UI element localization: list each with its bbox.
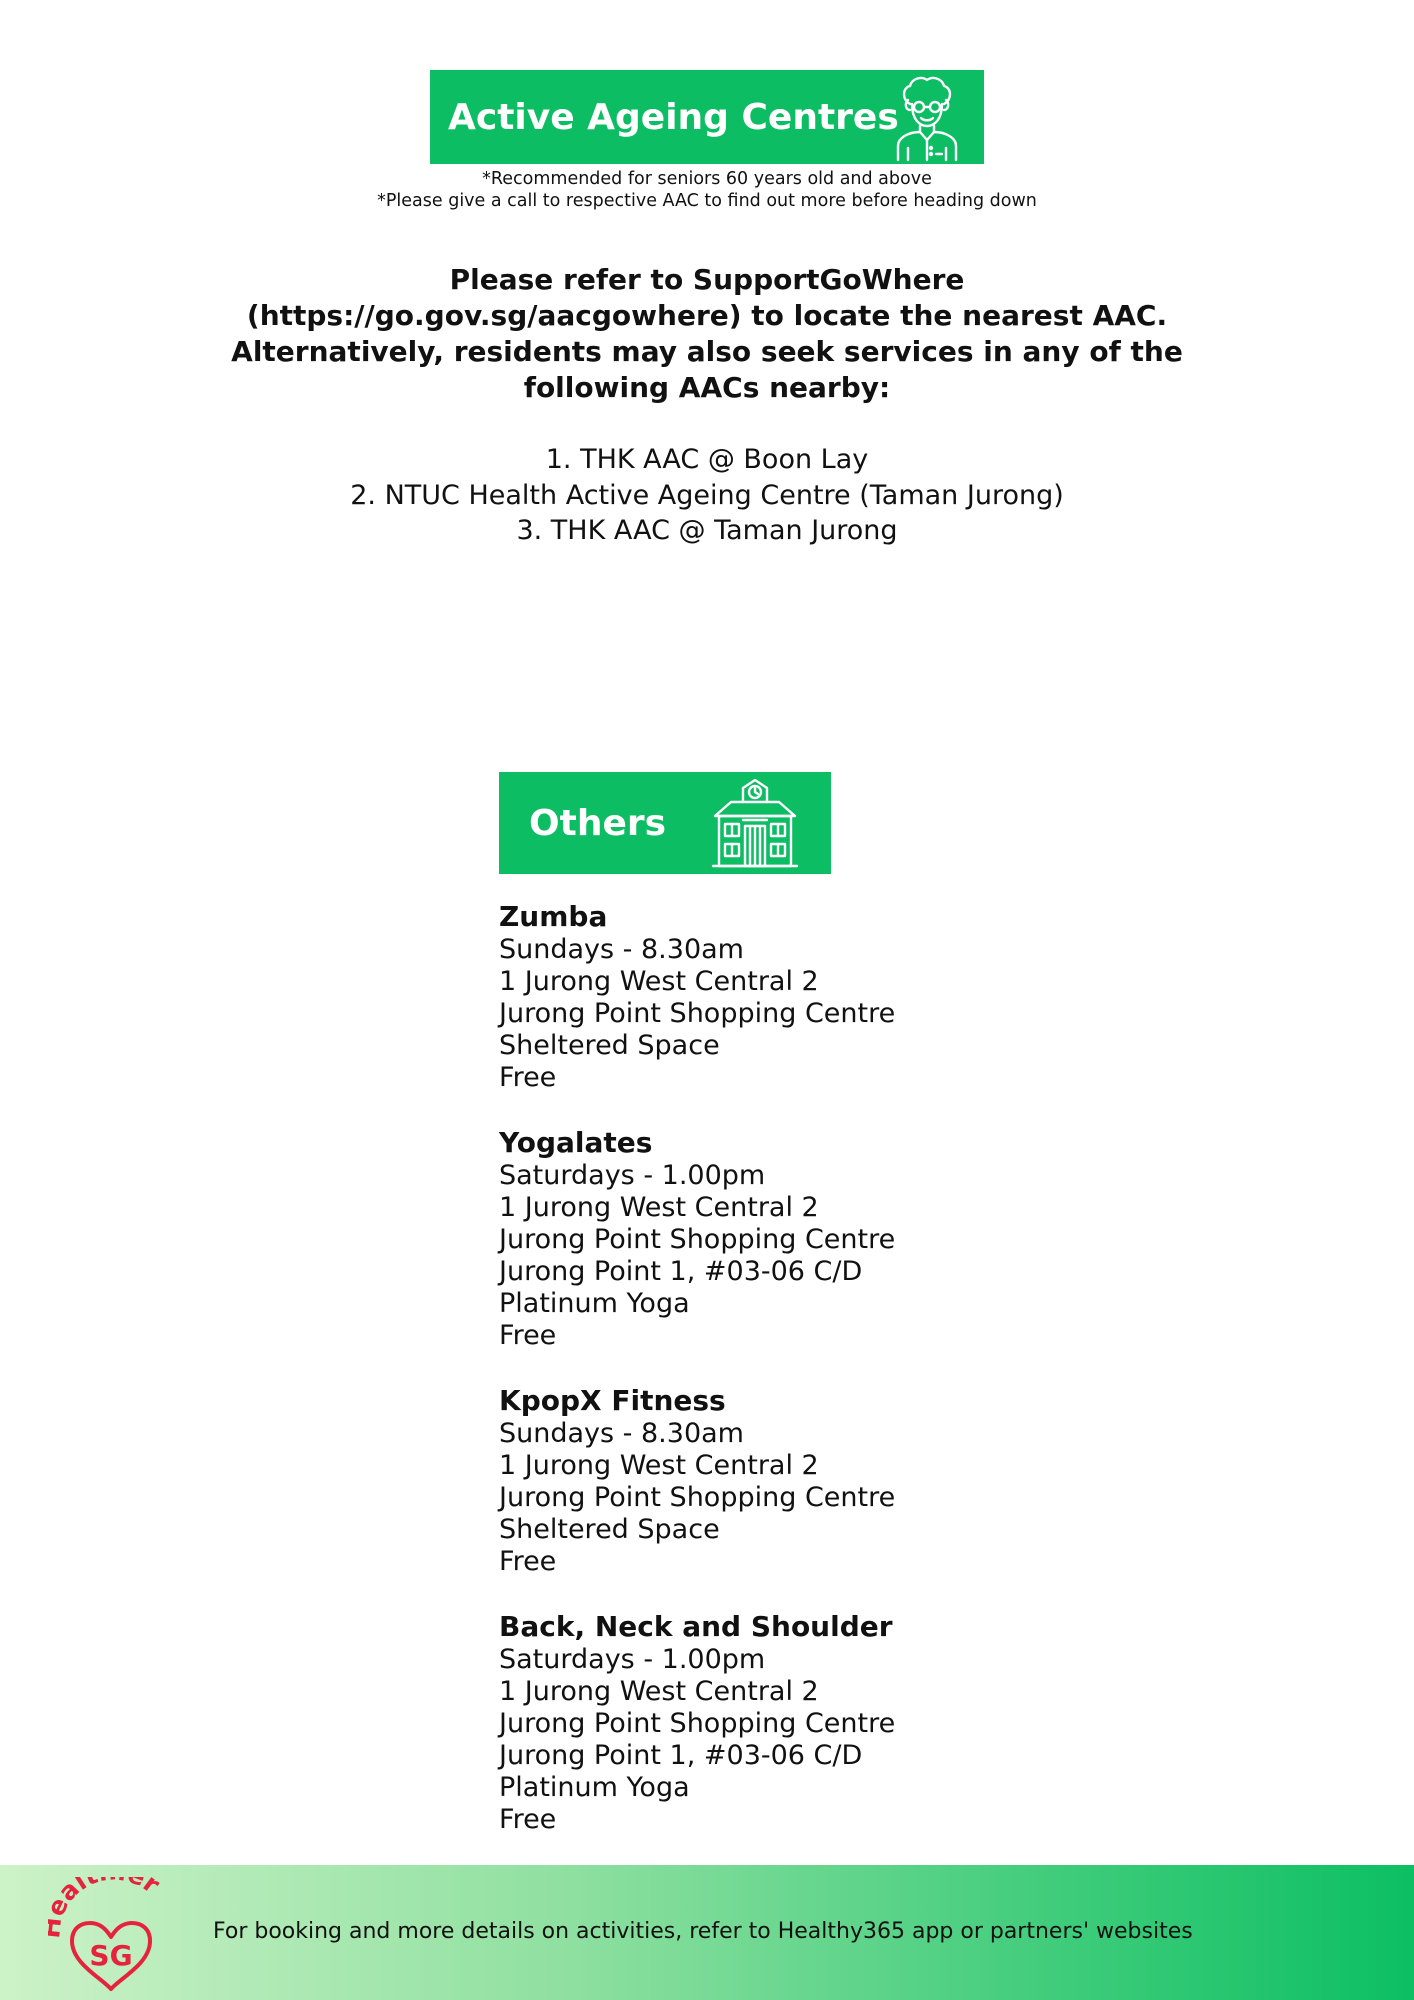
building-clock-icon [709, 776, 801, 874]
activity-schedule: Saturdays - 1.00pm [499, 1644, 766, 1675]
logo-text-top: al r [52, 1877, 166, 1907]
aac-intro [200, 262, 1214, 406]
activity-price: Free [499, 1062, 557, 1093]
activity-location: Sheltered Space [499, 1030, 720, 1061]
aac-centre-item: 1. THK AAC @ Boon Lay [545, 444, 869, 475]
activity-name: Back, Neck and Shoulder [499, 1610, 893, 1643]
activity-unit: Jurong Point 1, #03-06 C/D [499, 1740, 863, 1771]
aac-centre-list [0, 442, 1414, 549]
activity-unit: Jurong Point 1, #03-06 C/D [499, 1256, 863, 1287]
footer-bar [0, 1865, 1414, 2000]
activity-address: 1 Jurong West Central 2 [499, 1676, 819, 1707]
activity-price: Free [499, 1320, 557, 1351]
footer-text: For booking and more details on activities, refer to Healthy365 app or partners' websites [213, 1919, 1193, 1944]
activity-venue: Jurong Point Shopping Centre [499, 1708, 896, 1739]
others-banner-title: Others [529, 802, 667, 844]
logo-text-inner: SG [89, 1939, 133, 1972]
activity-address: 1 Jurong West Central 2 [499, 966, 819, 997]
activity-list [499, 900, 1199, 1868]
activity-location: Sheltered Space [499, 1514, 720, 1545]
activity-venue: Jurong Point Shopping Centre [499, 998, 896, 1029]
activity-price: Free [499, 1546, 557, 1577]
aac-notes [0, 168, 1414, 212]
activity-address: 1 Jurong West Central 2 [499, 1192, 819, 1223]
activity-location: Platinum Yoga [499, 1772, 690, 1803]
aac-banner-title: Active Ageing Centres [448, 96, 899, 138]
activity-venue: Jurong Point Shopping Centre [499, 1224, 896, 1255]
aac-centre-item: 2. NTUC Health Active Ageing Centre (Taman Jurong) [350, 479, 1064, 511]
activity-back-neck-shoulder [499, 1610, 1199, 1836]
activity-schedule: Saturdays - 1.00pm [499, 1160, 766, 1191]
healthier-sg-logo [48, 1877, 178, 1999]
aac-banner [430, 70, 984, 164]
others-banner [499, 772, 831, 874]
aac-intro-line: (https://go.gov.sg/aacgowhere) to locate the nearest AAC. [246, 299, 1168, 332]
activity-schedule: Sundays - 8.30am [499, 934, 744, 965]
activity-kpopx-fitness [499, 1384, 1199, 1578]
activity-price: Free [499, 1804, 557, 1835]
activity-schedule: Sundays - 8.30am [499, 1418, 744, 1449]
elderly-person-icon [890, 74, 964, 166]
aac-note-age: *Recommended for seniors 60 years old and above [482, 169, 932, 189]
aac-intro-line: Alternatively, residents may also seek services in any of the [231, 335, 1183, 368]
activity-address: 1 Jurong West Central 2 [499, 1450, 819, 1481]
aac-intro-line: following AACs nearby: [523, 371, 891, 404]
activity-location: Platinum Yoga [499, 1288, 690, 1319]
activity-venue: Jurong Point Shopping Centre [499, 1482, 896, 1513]
activity-name: Zumba [499, 900, 608, 933]
activity-name: KpopX Fitness [499, 1384, 726, 1417]
aac-intro-line: Please refer to SupportGoWhere [449, 263, 965, 296]
activity-yogalates [499, 1126, 1199, 1352]
aac-note-call: *Please give a call to respective AAC to find out more before heading down [377, 191, 1037, 211]
activity-name: Yogalates [499, 1126, 653, 1159]
activity-zumba [499, 900, 1199, 1094]
aac-centre-item: 3. THK AAC @ Taman Jurong [516, 515, 898, 546]
